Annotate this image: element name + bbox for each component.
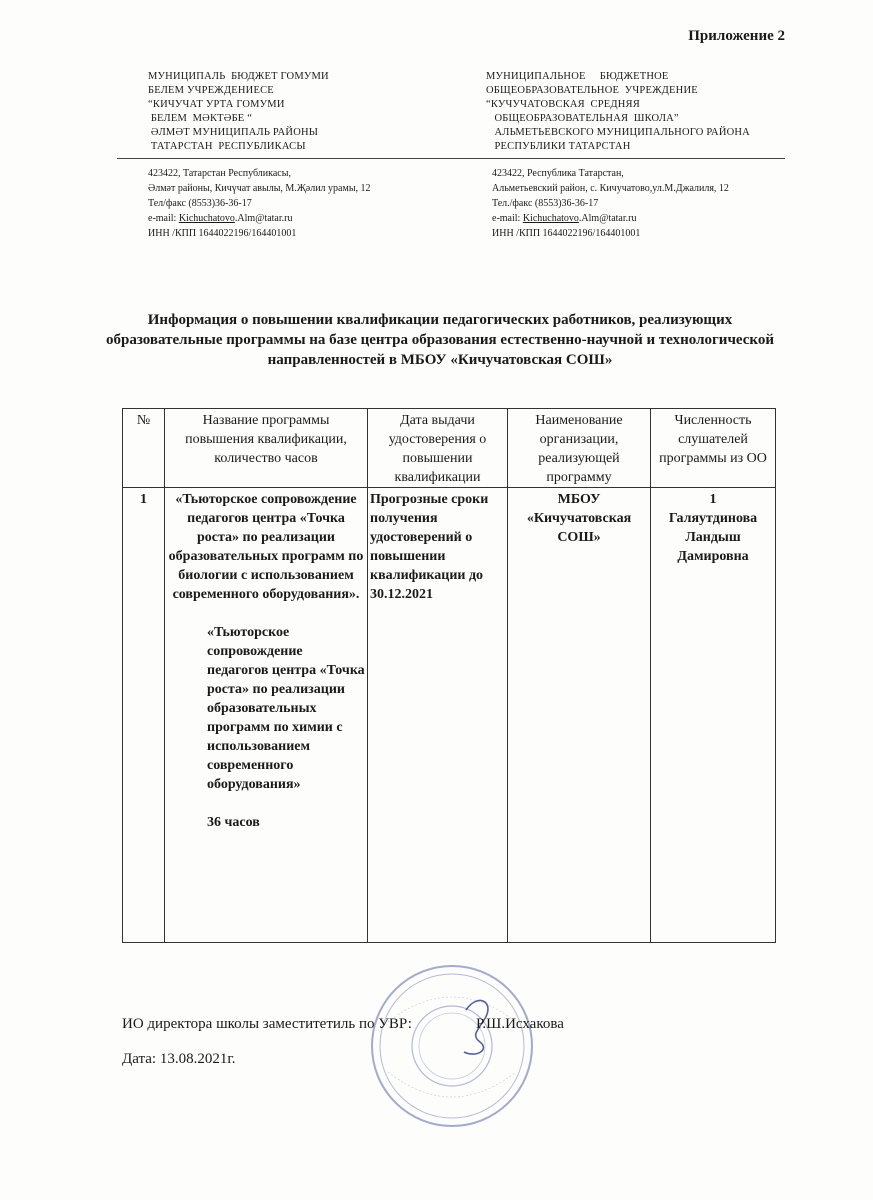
header-left-line: “КИЧУЧАТ УРТА ГОМУМИ <box>148 99 285 110</box>
program-chemistry: «Тьюторское сопровождение педагогов центра «Точка роста» по реализации образовательных программ по химии с использованием современного оборудования» <box>207 625 365 792</box>
email-link[interactable]: Kichuchatovo <box>522 213 579 224</box>
address-email <box>492 211 729 226</box>
address-line: Тел/факс (8553)36-36-17 <box>148 198 252 209</box>
address-right <box>492 166 729 241</box>
header-org: Наименование организации, реализующей программу <box>508 409 651 488</box>
cell-num: 1 <box>123 488 165 943</box>
signature-name: Р.Ш.Исхакова <box>475 1016 564 1032</box>
address-line: Альметьевский район, с. Кичучатово,ул.М.Джалиля, 12 <box>492 183 729 194</box>
header-divider <box>117 158 785 159</box>
address-line: 423422, Республика Татарстан, <box>492 168 624 179</box>
header-right-block <box>486 70 750 154</box>
email-prefix: e-mail: <box>492 213 523 224</box>
address-line: Тел./факс (8553)36-36-17 <box>492 198 599 209</box>
table-header-row <box>123 409 776 488</box>
header-count: Численность слушателей программы из ОО <box>651 409 776 488</box>
email-prefix: e-mail: <box>148 213 179 224</box>
header-program: Название программы повышения квалификации, количество часов <box>165 409 368 488</box>
participant-name: Галяутдинова Ландыш Дамировна <box>668 511 758 564</box>
cell-program <box>165 488 368 943</box>
signature-line <box>122 1016 564 1033</box>
header-left-line: ТАТАРСТАН РЕСПУБЛИКАСЫ <box>148 141 306 152</box>
header-right-line: “КУЧУЧАТОВСКАЯ СРЕДНЯЯ <box>486 99 640 110</box>
address-email <box>148 211 371 226</box>
header-right-line: РЕСПУБЛИКИ ТАТАРСТАН <box>486 141 631 152</box>
program-biology: «Тьюторское сопровождение педагогов центра «Точка роста» по реализации образовательных программ по биологии с использованием современного оборудования». <box>168 492 364 602</box>
program-hours: 36 часов <box>207 815 260 830</box>
count-value: 1 <box>709 492 717 507</box>
address-line: ИНН /КПП 1644022196/164401001 <box>492 228 641 239</box>
header-num: № <box>123 409 165 488</box>
header-right-line: МУНИЦИПАЛЬНОЕ БЮДЖЕТНОЕ <box>486 71 669 82</box>
appendix-label: Приложение 2 <box>688 28 785 44</box>
email-link[interactable]: Kichuchatovo <box>178 213 235 224</box>
cell-date: Прогрозные сроки получения удостоверений о повышении квалификации до 30.12.2021 <box>368 488 508 943</box>
header-right-line: ОБЩЕОБРАЗОВАТЕЛЬНАЯ ШКОЛА” <box>486 113 679 124</box>
header-left-line: БЕЛЕМ УЧРЕЖДЕНИЕСЕ <box>148 85 274 96</box>
address-line: Әлмәт районы, Кичүчат авылы, М.Җәлил урамы, 12 <box>148 183 371 194</box>
header-left-line: ӘЛМӘТ МУНИЦИПАЛЬ РАЙОНЫ <box>148 127 319 138</box>
header-right-line: АЛЬМЕТЬЕВСКОГО МУНИЦИПАЛЬНОГО РАЙОНА <box>486 127 750 138</box>
address-line: ИНН /КПП 1644022196/164401001 <box>148 228 297 239</box>
qualification-table <box>122 408 776 943</box>
cell-org: МБОУ «Кичучатовская СОШ» <box>508 488 651 943</box>
header-date: Дата выдачи удостоверения о повышении квалификации <box>368 409 508 488</box>
cell-count <box>651 488 776 943</box>
email-suffix: .Alm@tatar.ru <box>234 213 293 224</box>
header-left-line: БЕЛЕМ МӘКТӘБЕ “ <box>148 113 253 124</box>
header-right-line: ОБЩЕОБРАЗОВАТЕЛЬНОЕ УЧРЕЖДЕНИЕ <box>486 85 698 96</box>
address-line: 423422, Татарстан Республикасы, <box>148 168 291 179</box>
address-left <box>148 166 371 241</box>
email-suffix: .Alm@tatar.ru <box>578 213 637 224</box>
school-stamp <box>368 962 536 1130</box>
header-left-line: МУНИЦИПАЛЬ БЮДЖЕТ ГОМУМИ <box>148 71 329 82</box>
signature-label: ИО директора школы заместитетиль по УВР: <box>122 1016 412 1032</box>
table-row <box>123 488 776 943</box>
header-left-block <box>148 70 329 154</box>
document-title: Информация о повышении квалификации педагогических работников, реализующих образовательные программы на базе центра образования естественно-научной и технологической направленностей в МБОУ «Кичучатовская СОШ» <box>106 312 774 368</box>
date-line: Дата: 13.08.2021г. <box>122 1051 236 1067</box>
